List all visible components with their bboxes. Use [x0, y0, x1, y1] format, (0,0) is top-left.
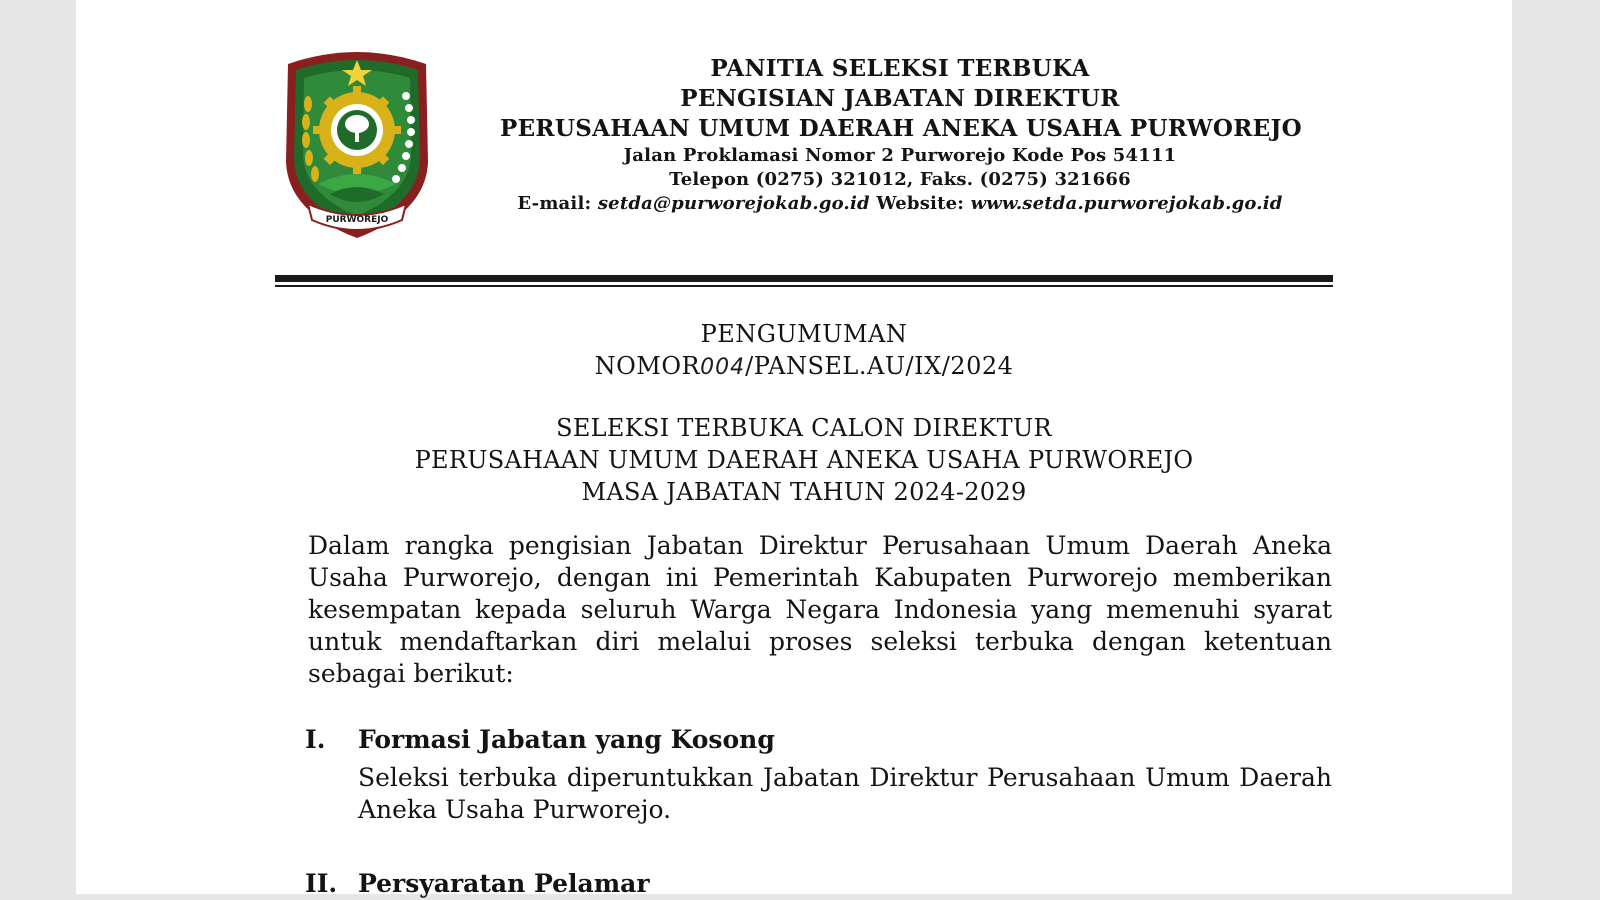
- regency-emblem-icon: [278, 44, 436, 242]
- website-address: www.setda.purworejokab.go.id: [970, 193, 1283, 214]
- letterhead-position: PENGISIAN JABATAN DIREKTUR: [680, 85, 1120, 112]
- number-handwritten: 004: [700, 355, 746, 380]
- announcement-title: PENGUMUMAN: [700, 320, 908, 348]
- announcement-number: [300, 350, 1308, 384]
- svg-text:PURWOREJO: PURWOREJO: [325, 215, 389, 225]
- section-2-numeral: II.: [305, 869, 338, 898]
- letterhead-contact: [500, 192, 1300, 216]
- letterhead: [500, 54, 1300, 216]
- section-1-body: Seleksi terbuka diperuntukkan Jabatan Direktur Perusahaan Umum Daerah Aneka Usaha Purworejo.: [358, 763, 1332, 824]
- email-label: E-mail:: [517, 193, 592, 214]
- section-1-heading: Formasi Jabatan yang Kosong: [358, 725, 775, 754]
- letterhead-phone: Telepon (0275) 321012, Faks. (0275) 321666: [669, 169, 1131, 190]
- selection-title-line2: PERUSAHAAN UMUM DAERAH ANEKA USAHA PURWOREJO: [414, 446, 1194, 474]
- letterhead-divider: [275, 275, 1333, 282]
- selection-title-line1: SELEKSI TERBUKA CALON DIREKTUR: [556, 414, 1052, 442]
- intro-paragraph: Dalam rangka pengisian Jabatan Direktur Perusahaan Umum Daerah Aneka Usaha Purworejo, dengan ini Pemerintah Kabupaten Purworejo memberikan kesempatan kepada seluruh Warga Negara Indonesia yang memenuhi syarat untuk mendaftarkan diri melalui proses seleksi terbuka dengan ketentuan sebagai berikut:: [308, 531, 1332, 688]
- website-label: Website:: [876, 193, 965, 214]
- selection-title-line3: MASA JABATAN TAHUN 2024-2029: [581, 478, 1027, 506]
- letterhead-divider-thin: [275, 285, 1333, 287]
- selection-title: [300, 412, 1308, 508]
- letterhead-company: PERUSAHAAN UMUM DAERAH ANEKA USAHA PURWOREJO: [500, 115, 1302, 142]
- number-suffix: /PANSEL.AU/IX/2024: [745, 352, 1014, 380]
- letterhead-address: Jalan Proklamasi Nomor 2 Purworejo Kode Pos 54111: [623, 145, 1177, 166]
- email-address: setda@purworejokab.go.id: [597, 193, 870, 214]
- section-1-numeral: I.: [305, 725, 326, 754]
- section-2-heading: Persyaratan Pelamar: [358, 869, 650, 898]
- letterhead-committee: PANITIA SELEKSI TERBUKA: [710, 55, 1090, 82]
- number-prefix: NOMOR: [594, 352, 701, 380]
